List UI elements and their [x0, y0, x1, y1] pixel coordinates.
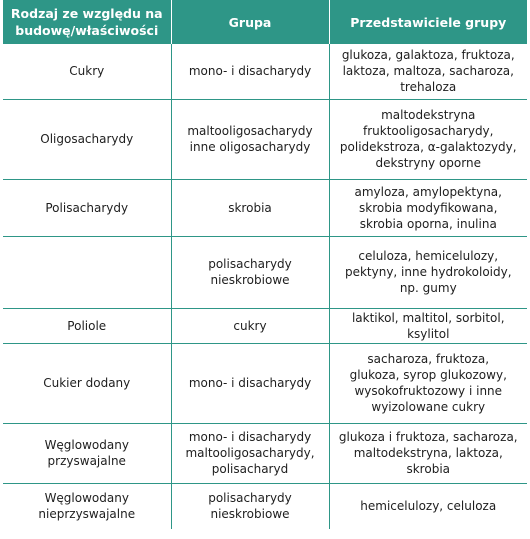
header-row: [3, 0, 527, 44]
cell-group: mono- i disacharydy maltooligosacharydy, polisacharyd: [171, 423, 329, 483]
table-row: [3, 44, 527, 99]
table-body: [3, 44, 527, 529]
table-row: [3, 179, 527, 236]
cell-group: mono- i disacharydy: [171, 44, 329, 99]
cell-members: laktikol, maltitol, sorbitol, ksylitol: [329, 308, 527, 343]
cell-group: maltooligosacharydy inne oligosacharydy: [171, 99, 329, 179]
cell-group: mono- i disacharydy: [171, 343, 329, 423]
cell-members: celuloza, hemicelulozy, pektyny, inne hydrokoloidy, np. gumy: [329, 236, 527, 308]
cell-members: hemicelulozy, celuloza: [329, 483, 527, 529]
cell-members: amyloza, amylopektyna, skrobia modyfikowana, skrobia oporna, inulina: [329, 179, 527, 236]
table-row: [3, 308, 527, 343]
cell-type: Cukry: [3, 44, 171, 99]
header-type: Rodzaj ze względu na budowę/właściwości: [3, 0, 171, 44]
table-header: [3, 0, 527, 44]
table-row: [3, 236, 527, 308]
cell-type: Węglowodany przyswajalne: [3, 423, 171, 483]
table-row: [3, 483, 527, 529]
cell-type: Poliole: [3, 308, 171, 343]
cell-type: Węglowodany nieprzyswajalne: [3, 483, 171, 529]
cell-members: glukoza, galaktoza, fruktoza, laktoza, maltoza, sacharoza, trehaloza: [341, 48, 515, 95]
cell-members: glukoza i fruktoza, sacharoza, maltodekstryna, laktoza, skrobia: [329, 423, 527, 483]
table-row: [3, 99, 527, 179]
table-row: [3, 343, 527, 423]
cell-group: cukry: [171, 308, 329, 343]
cell-group: polisacharydy nieskrobiowe: [171, 236, 329, 308]
header-group: Grupa: [171, 0, 329, 44]
cell-members: sacharoza, fruktoza, glukoza, syrop glukozowy, wysokofruktozowy i inne wyizolowane cukry: [329, 343, 527, 423]
cell-group: skrobia: [171, 179, 329, 236]
carbohydrate-classification-table: [3, 0, 527, 529]
header-members: Przedstawiciele grupy: [329, 0, 527, 44]
cell-type: Cukier dodany: [3, 343, 171, 423]
cell-group: polisacharydy nieskrobiowe: [171, 483, 329, 529]
cell-members: maltodekstryna fruktooligosacharydy, polidekstroza, α-galaktozydy, dekstryny oporne: [329, 99, 527, 179]
table-row: [3, 423, 527, 483]
cell-type: Polisacharydy: [3, 179, 171, 236]
cell-type: Oligosacharydy: [3, 99, 171, 179]
cell-type: [3, 236, 171, 308]
